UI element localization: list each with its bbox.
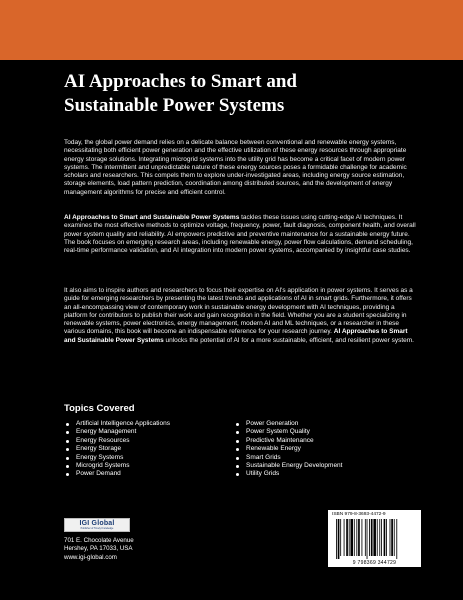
topic-item: Sustainable Energy Development — [234, 462, 414, 470]
description-paragraph-2 — [64, 214, 418, 255]
barcode-stripe — [369, 519, 370, 556]
address-city: Hershey, PA 17033, USA — [64, 545, 133, 553]
paragraph-3-text: It also aims to inspire authors and researchers to focus their expertise on AI's application in power systems. It serves as a guide for emerging researchers by presenting the latest trends and applications of AI in smart grids. Furthermore, it offers an all-encompassing view of contemporary work in sustainable energy development with AI techniques, providing a platform for contributors to publish their work and gain recognition in the field. Whether you are a student specializing in renewable systems, power electronics, energy management, modern AI and ML techniques, or a researcher in these various domains, this book will become an indispensable reference for your research journey. — [64, 287, 413, 336]
barcode-stripe — [344, 519, 345, 556]
inline-book-title: AI Approaches to Smart and Sustainable Power Systems — [64, 328, 408, 344]
publisher-address — [64, 537, 134, 562]
book-title-line1: AI Approaches to Smart and — [64, 71, 297, 92]
isbn-label: ISBN 979-8-3693-4472-9 — [332, 512, 386, 517]
barcode-stripe — [396, 519, 397, 559]
topic-item: Microgrid Systems — [64, 462, 224, 470]
barcode-stripe — [384, 519, 386, 556]
topic-item: Renewable Energy — [234, 445, 414, 453]
book-title — [64, 70, 424, 118]
barcode-stripe — [371, 519, 373, 556]
paragraph-2-text: tackles these issues using cutting-edge AI techniques. It examines the most effective methods to optimize voltage, frequency, power, fault diagnosis, component health, and overall power system quality and reliability. AI empowers predictive and preventive maintenance for a sustainable energy future. The book focuses on emerging research areas, including renewable energy, power flow calculations, demand scheduling, real-time performance validation, and AI integration into modern power systems, accompanied by insightful case studies. — [64, 214, 416, 255]
topic-item: Energy Resources — [64, 437, 224, 445]
barcode-stripe — [365, 519, 366, 556]
address-street: 701 E. Chocolate Avenue — [64, 537, 134, 544]
barcode-stripe — [377, 519, 378, 556]
barcode-stripe — [350, 519, 353, 556]
barcode-stripe — [381, 519, 382, 556]
barcode-stripe — [336, 519, 337, 559]
topic-item: Artificial Intelligence Applications — [64, 420, 224, 428]
description-paragraph-1: Today, the global power demand relies on a delicate balance between conventional and renewable energy systems, necessitating both efficient power generation and the effective utilization of these energy resources through appropriate energy storage solutions. Integrating microgrid systems into the utility grid has become a critical facet of modern power systems. The intermittent and unpredictable nature of these energy sources poses a formidable challenge for academic scholars and researchers. This compels them to explore under-investigated areas, including energy source estimation, storage elements, load pattern prediction, coordination among distributed sources, and the development of energy management algorithms for precise and efficient control. — [64, 139, 407, 196]
barcode-stripe — [394, 519, 395, 556]
barcode-stripe — [373, 519, 376, 556]
barcode-stripe — [391, 519, 393, 556]
barcode-stripe — [340, 519, 341, 556]
topics-list-right — [234, 420, 414, 479]
barcode-stripe — [354, 519, 355, 556]
barcode-stripe — [356, 519, 357, 556]
paragraph-3-ending: unlocks the potential of AI for a more sustainable, efficient, and resilient power system. — [163, 336, 414, 344]
barcode-stripe — [390, 519, 391, 556]
topic-item: Power Generation — [234, 420, 414, 428]
publisher-logo-text: IGI Global — [79, 520, 115, 527]
barcode-bars — [328, 519, 421, 561]
publisher-website: www.igi-global.com — [64, 553, 117, 561]
description-paragraph-3 — [64, 287, 418, 345]
barcode-stripe — [358, 519, 360, 556]
topic-item: Power Demand — [64, 470, 224, 478]
topic-item: Energy Management — [64, 428, 224, 436]
barcode-stripe — [349, 519, 350, 556]
top-accent-band — [0, 0, 463, 60]
topic-item: Energy Storage — [64, 445, 224, 453]
barcode-stripe — [362, 519, 363, 556]
topics-list-left — [64, 420, 224, 479]
topic-item: Predictive Maintenance — [234, 437, 414, 445]
publisher-logo-tagline: Publisher of Timely Knowledge — [80, 527, 114, 530]
topics-heading: Topics Covered — [64, 403, 135, 414]
barcode-stripe — [386, 519, 387, 556]
isbn-barcode — [328, 510, 421, 567]
barcode-stripe — [367, 519, 368, 559]
topic-item: Energy Systems — [64, 454, 224, 462]
barcode-stripe — [346, 519, 348, 556]
barcode-stripe — [338, 519, 340, 559]
publisher-logo — [64, 518, 130, 532]
topic-item: Power System Quality — [234, 428, 414, 436]
inline-book-title: AI Approaches to Smart and Sustainable Power Systems — [64, 214, 240, 221]
barcode-stripe — [379, 519, 380, 556]
barcode-digits: 9 798369 344729 — [352, 560, 397, 566]
topic-item: Smart Grids — [234, 454, 414, 462]
topic-item: Utility Grids — [234, 470, 414, 478]
book-title-line2: Sustainable Power Systems — [64, 95, 285, 116]
